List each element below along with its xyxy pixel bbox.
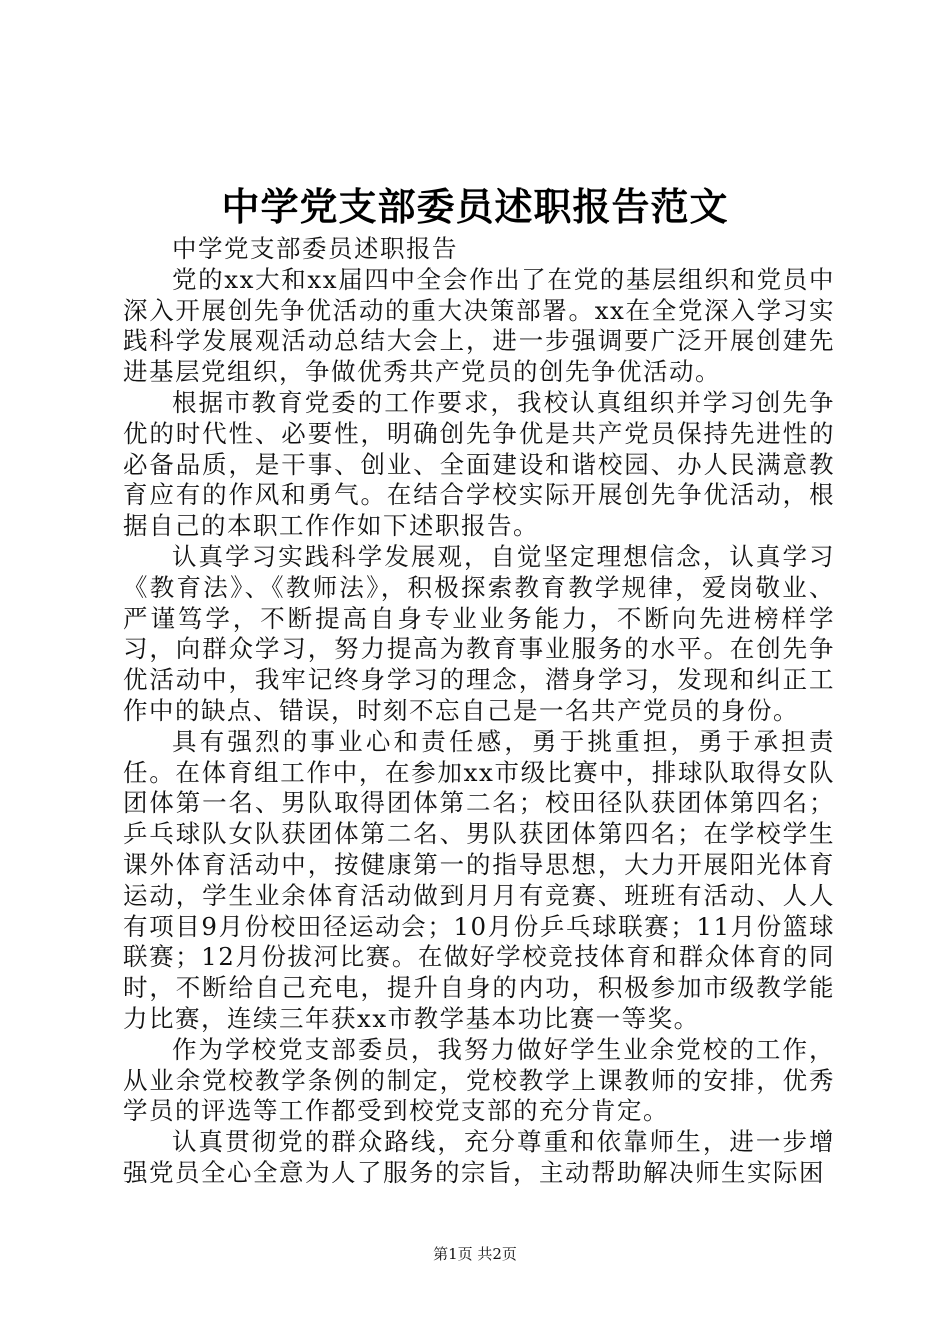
page-footer: 第1页 共2页	[433, 1245, 517, 1263]
body-paragraph: 具有强烈的事业心和责任感，勇于挑重担，勇于承担责任。在体育组工作中，在参加xx市级比赛中，排球队取得女队团体第一名、男队取得团体第二名；校田径队获团体第四名；乒乓球队女队获团体第二名、男队获团体第四名；在学校学生课外体育活动中，按健康第一的指导思想，大力开展阳光体育运动，学生业余体育活动做到月月有竞赛、班班有活动、人人有项目9月份校田径运动会；10月份乒乓球联赛；11月份篮球联赛；12月份拔河比赛。在做好学校竞技体育和群众体育的同时，不断给自己充电，提升自身的内功，积极参加市级教学能力比赛，连续三年获xx市教学基本功比赛一等奖。	[123, 726, 835, 1033]
document-body	[123, 234, 835, 1189]
body-paragraph: 作为学校党支部委员，我努力做好学生业余党校的工作，从业余党校教学条例的制定，党校教学上课教师的安排，优秀学员的评选等工作都受到校党支部的充分肯定。	[123, 1034, 835, 1126]
subtitle-paragraph: 中学党支部委员述职报告	[172, 234, 458, 263]
body-paragraph: 认真学习实践科学发展观，自觉坚定理想信念，认真学习《教育法》、《教师法》，积极探索教育教学规律，爱岗敬业、严谨笃学，不断提高自身专业业务能力，不断向先进榜样学习，向群众学习，努力提高为教育事业服务的水平。在创先争优活动中，我牢记终身学习的理念，潜身学习，发现和纠正工作中的缺点、错误，时刻不忘自己是一名共产党员的身份。	[123, 541, 835, 725]
body-paragraph: 认真贯彻党的群众路线，充分尊重和依靠师生，进一步增强党员全心全意为人了服务的宗旨，主动帮助解决师生实际困	[123, 1127, 835, 1187]
body-paragraph: 党的xx大和xx届四中全会作出了在党的基层组织和党员中深入开展创先争优活动的重大决策部署。xx在全党深入学习实践科学发展观活动总结大会上，进一步强调要广泛开展创建先进基层党组织，争做优秀共产党员的创先争优活动。	[123, 264, 835, 387]
body-paragraph: 根据市教育党委的工作要求，我校认真组织并学习创先争优的时代性、必要性，明确创先争优是共产党员保持先进性的必备品质，是干事、创业、全面建设和谐校园、办人民满意教育应有的作风和勇气。在结合学校实际开展创先争优活动，根据自己的本职工作作如下述职报告。	[123, 387, 835, 541]
document-title: 中学党支部委员述职报告范文	[221, 184, 729, 229]
